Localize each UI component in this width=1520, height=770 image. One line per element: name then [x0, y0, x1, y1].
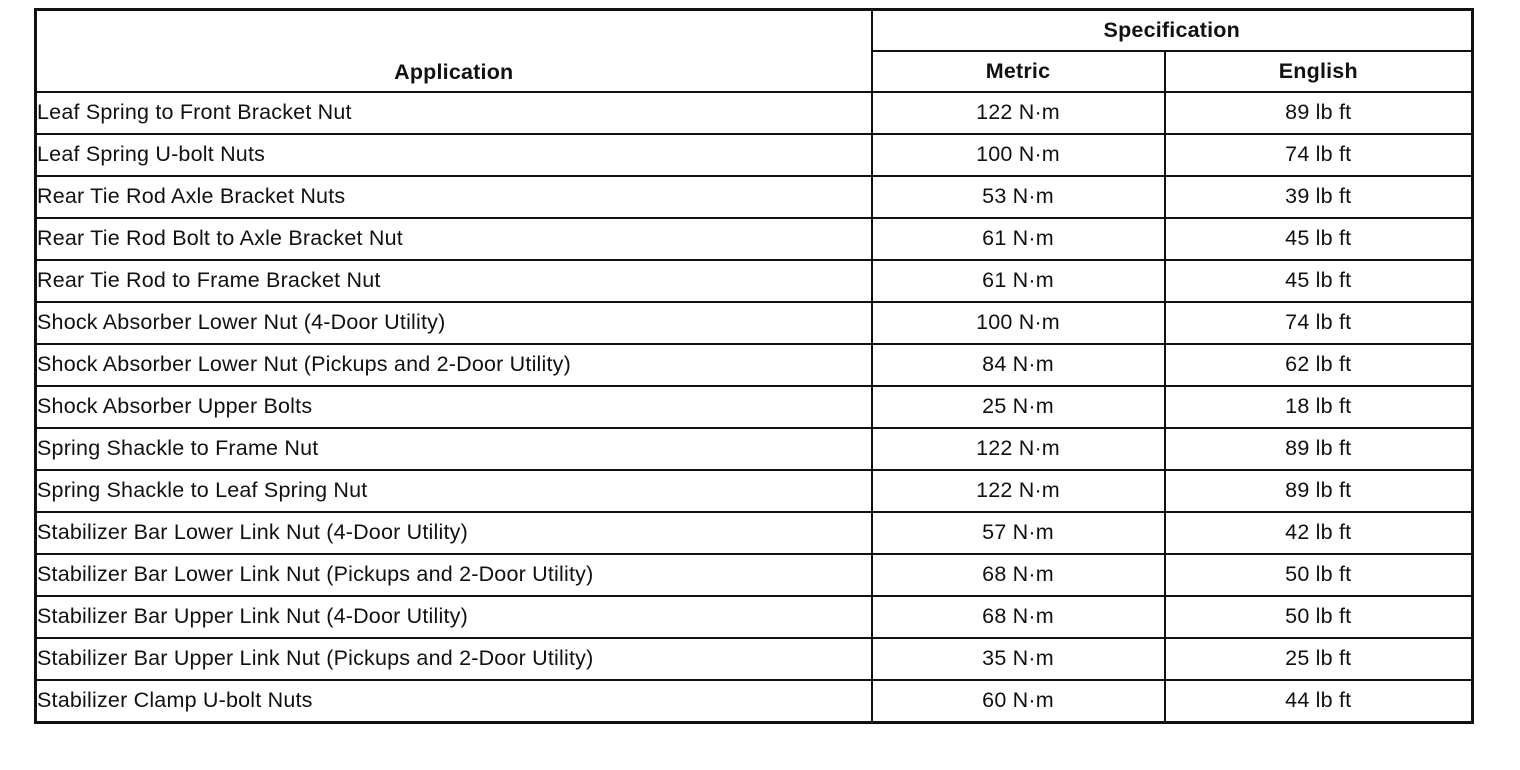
metric-cell: 61 N·m — [872, 260, 1165, 302]
application-cell: Leaf Spring to Front Bracket Nut — [36, 92, 872, 134]
table-row — [36, 554, 1473, 596]
metric-cell: 25 N·m — [872, 386, 1165, 428]
application-cell: Shock Absorber Upper Bolts — [36, 386, 872, 428]
table-row — [36, 260, 1473, 302]
header-english: English — [1165, 51, 1473, 92]
table-row — [36, 680, 1473, 723]
metric-cell: 53 N·m — [872, 176, 1165, 218]
english-cell: 45 lb ft — [1165, 260, 1473, 302]
application-cell: Rear Tie Rod Bolt to Axle Bracket Nut — [36, 218, 872, 260]
english-cell: 74 lb ft — [1165, 134, 1473, 176]
english-cell: 74 lb ft — [1165, 302, 1473, 344]
table-row — [36, 344, 1473, 386]
application-cell: Stabilizer Bar Upper Link Nut (Pickups and 2-Door Utility) — [36, 638, 872, 680]
table-row — [36, 176, 1473, 218]
metric-cell: 68 N·m — [872, 596, 1165, 638]
header-application: Application — [36, 10, 872, 93]
torque-spec-table — [34, 8, 1474, 724]
table-row — [36, 428, 1473, 470]
metric-cell: 100 N·m — [872, 134, 1165, 176]
application-cell: Stabilizer Bar Lower Link Nut (Pickups and 2-Door Utility) — [36, 554, 872, 596]
english-cell: 50 lb ft — [1165, 596, 1473, 638]
english-cell: 89 lb ft — [1165, 92, 1473, 134]
application-cell: Stabilizer Clamp U-bolt Nuts — [36, 680, 872, 723]
table-row — [36, 512, 1473, 554]
header-metric: Metric — [872, 51, 1165, 92]
metric-cell: 60 N·m — [872, 680, 1165, 723]
english-cell: 89 lb ft — [1165, 470, 1473, 512]
metric-cell: 68 N·m — [872, 554, 1165, 596]
english-cell: 62 lb ft — [1165, 344, 1473, 386]
metric-cell: 100 N·m — [872, 302, 1165, 344]
english-cell: 39 lb ft — [1165, 176, 1473, 218]
application-cell: Spring Shackle to Leaf Spring Nut — [36, 470, 872, 512]
application-cell: Rear Tie Rod Axle Bracket Nuts — [36, 176, 872, 218]
english-cell: 50 lb ft — [1165, 554, 1473, 596]
metric-cell: 35 N·m — [872, 638, 1165, 680]
english-cell: 45 lb ft — [1165, 218, 1473, 260]
table-row — [36, 302, 1473, 344]
application-cell: Leaf Spring U-bolt Nuts — [36, 134, 872, 176]
metric-cell: 84 N·m — [872, 344, 1165, 386]
english-cell: 25 lb ft — [1165, 638, 1473, 680]
application-cell: Shock Absorber Lower Nut (4-Door Utility) — [36, 302, 872, 344]
application-cell: Stabilizer Bar Lower Link Nut (4-Door Utility) — [36, 512, 872, 554]
application-cell: Rear Tie Rod to Frame Bracket Nut — [36, 260, 872, 302]
table-row — [36, 386, 1473, 428]
header-specification: Specification — [872, 10, 1473, 52]
table-body — [36, 92, 1473, 723]
application-cell: Shock Absorber Lower Nut (Pickups and 2-Door Utility) — [36, 344, 872, 386]
metric-cell: 122 N·m — [872, 92, 1165, 134]
table-row — [36, 638, 1473, 680]
table-row — [36, 92, 1473, 134]
application-cell: Spring Shackle to Frame Nut — [36, 428, 872, 470]
metric-cell: 57 N·m — [872, 512, 1165, 554]
english-cell: 89 lb ft — [1165, 428, 1473, 470]
table-row — [36, 218, 1473, 260]
english-cell: 18 lb ft — [1165, 386, 1473, 428]
application-cell: Stabilizer Bar Upper Link Nut (4-Door Utility) — [36, 596, 872, 638]
metric-cell: 61 N·m — [872, 218, 1165, 260]
table-row — [36, 134, 1473, 176]
table-row — [36, 470, 1473, 512]
table-row — [36, 596, 1473, 638]
english-cell: 44 lb ft — [1165, 680, 1473, 723]
metric-cell: 122 N·m — [872, 428, 1165, 470]
english-cell: 42 lb ft — [1165, 512, 1473, 554]
metric-cell: 122 N·m — [872, 470, 1165, 512]
